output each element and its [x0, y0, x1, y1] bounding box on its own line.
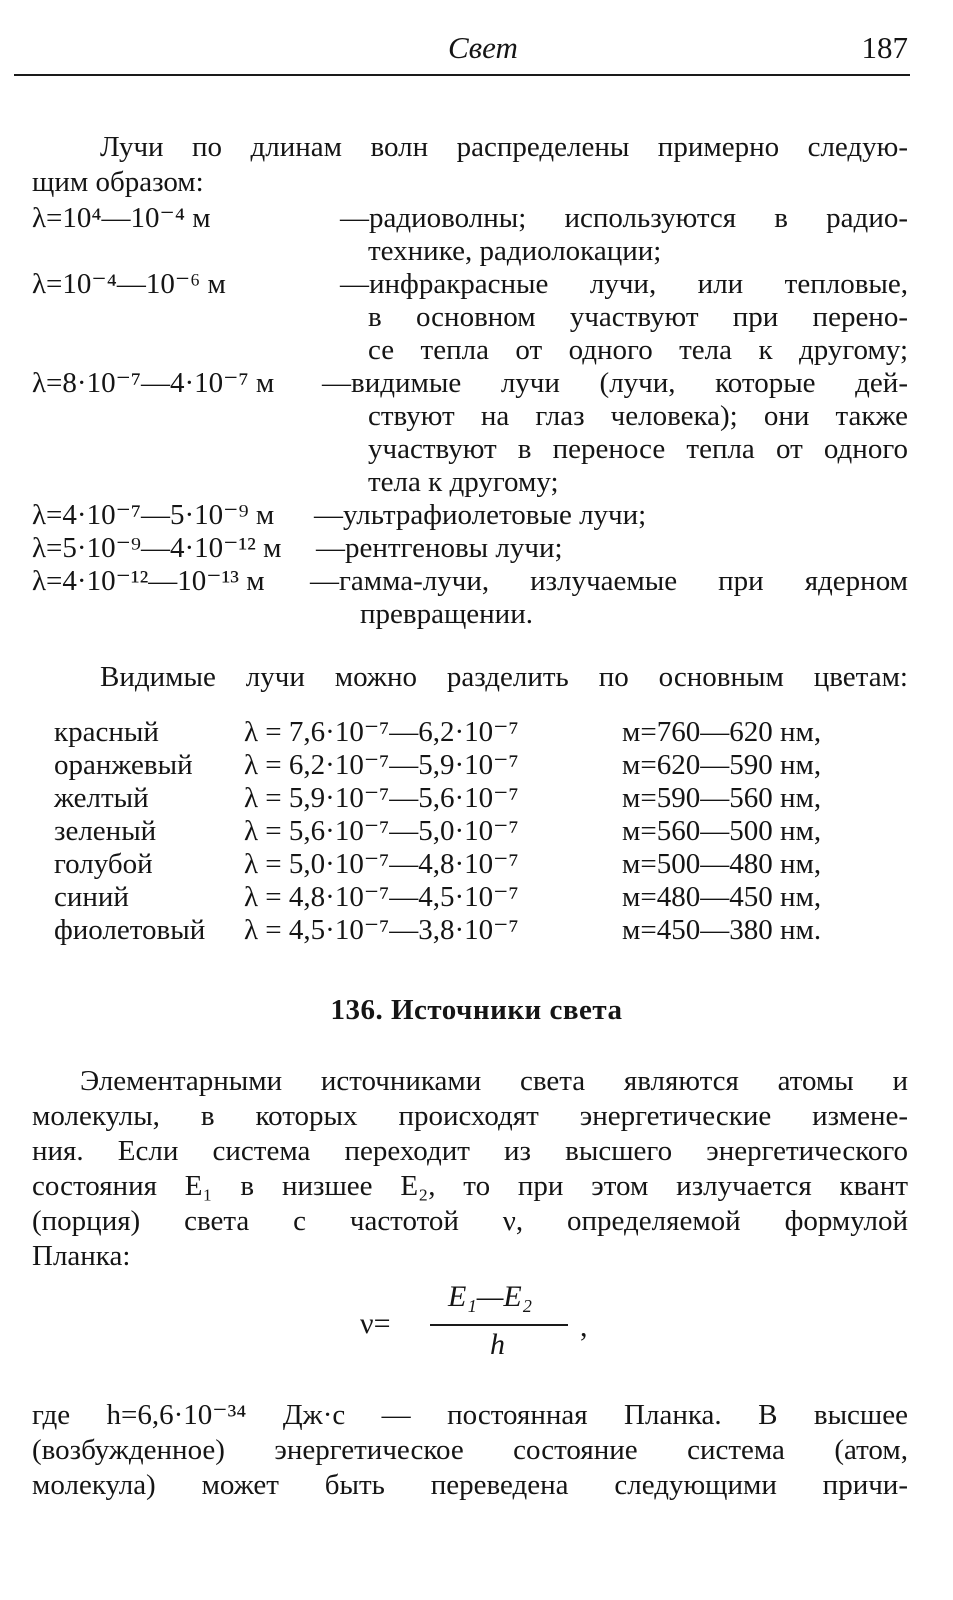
color-name: зеленый [54, 815, 157, 847]
table-row [54, 881, 894, 914]
color-nm: м=480—450 нм, [622, 881, 822, 913]
range-description [316, 532, 908, 565]
planck-formula [360, 1280, 620, 1376]
color-lambda: λ = 5,0·10⁻⁷—4,8·10⁻⁷ [244, 848, 519, 880]
table-row [54, 782, 894, 815]
range-desc-text: радиоволны; используются в радио- [369, 202, 908, 234]
range-lambda: λ=10⁴—10⁻⁴ м [32, 202, 211, 234]
range-dash: — [340, 268, 369, 300]
range-desc-cont: тела к другому; [368, 466, 559, 498]
range-desc-cont: в основном участвуют при перено- [368, 301, 908, 333]
range-description [314, 499, 908, 532]
table-row [54, 749, 894, 782]
range-desc-cont: ствуют на глаз человека); они также [368, 400, 908, 432]
range-desc-cont: превращении. [360, 598, 533, 630]
range-desc-text: ультрафиолетовые лучи; [343, 499, 647, 531]
body-line: (возбужденное) энергетическое состояние система (атом, [32, 1434, 908, 1466]
fraction-bar [430, 1324, 568, 1326]
range-description [340, 268, 908, 301]
range-desc-text: рентгеновы лучи; [345, 532, 563, 564]
table-row [54, 716, 894, 749]
body-line: Элементарными источниками света являются атомы и [80, 1065, 908, 1097]
color-lambda: λ = 4,5·10⁻⁷—3,8·10⁻⁷ [244, 914, 519, 946]
range-desc-cont: се тепла от одного тела к другому; [368, 334, 908, 366]
intro-line-cont: щим образом: [32, 166, 204, 198]
range-description [340, 202, 908, 235]
range-lambda: λ=4·10⁻⁷—5·10⁻⁹ м [32, 499, 275, 531]
table-row [54, 848, 894, 881]
range-lambda: λ=5·10⁻⁹—4·10⁻¹² м [32, 532, 282, 564]
color-lambda: λ = 6,2·10⁻⁷—5,9·10⁻⁷ [244, 749, 519, 781]
colors-intro: Видимые лучи можно разделить по основным цветам: [100, 661, 908, 693]
color-name: оранжевый [54, 749, 193, 781]
body-line: где h=6,6·10⁻³⁴ Дж·с — постоянная Планка. В высшее [32, 1399, 908, 1431]
page-number: 187 [861, 30, 908, 65]
body-line: (порция) света с частотой ν, определяемой формулой [32, 1205, 908, 1237]
table-row [54, 815, 894, 848]
color-name: красный [54, 716, 159, 748]
color-nm: м=760—620 нм, [622, 716, 822, 748]
body-line: молекулы, в которых происходят энергетические измене- [32, 1100, 908, 1132]
range-dash: — [314, 499, 343, 531]
range-dash: — [340, 202, 369, 234]
range-desc-text: гамма-лучи, излучаемые при ядерном [339, 565, 908, 597]
color-nm: м=560—500 нм, [622, 815, 822, 847]
intro-line: Лучи по длинам волн распределены примерно следую- [100, 131, 908, 163]
body-line: состояния E₁ в низшее E₂, то при этом излучается квант [32, 1170, 908, 1202]
range-lambda: λ=4·10⁻¹²—10⁻¹³ м [32, 565, 265, 597]
color-lambda: λ = 4,8·10⁻⁷—4,5·10⁻⁷ [244, 881, 519, 913]
range-lambda: λ=10⁻⁴—10⁻⁶ м [32, 268, 226, 300]
table-row [54, 914, 894, 947]
color-name: голубой [54, 848, 153, 880]
body-line: молекула) может быть переведена следующими причи- [32, 1469, 908, 1501]
formula-lhs: ν= [360, 1307, 391, 1340]
range-description [310, 565, 908, 598]
color-name: желтый [54, 782, 149, 814]
range-desc-text: инфракрасные лучи, или тепловые, [369, 268, 908, 300]
formula-trail: , [580, 1310, 588, 1343]
body-line: ния. Если система переходит из высшего энергетического [32, 1135, 908, 1167]
formula-numerator: E₁—E₂ [448, 1280, 533, 1313]
color-lambda: λ = 7,6·10⁻⁷—6,2·10⁻⁷ [244, 716, 519, 748]
range-lambda: λ=8·10⁻⁷—4·10⁻⁷ м [32, 367, 275, 399]
range-description [322, 367, 908, 400]
body-line: Планка: [32, 1240, 131, 1272]
range-desc-cont: участвуют в переносе тепла от одного [368, 433, 908, 465]
color-nm: м=450—380 нм. [622, 914, 822, 946]
range-dash: — [316, 532, 345, 564]
range-dash: — [322, 367, 351, 399]
color-name: фиолетовый [54, 914, 206, 946]
color-lambda: λ = 5,6·10⁻⁷—5,0·10⁻⁷ [244, 815, 519, 847]
running-header [14, 26, 910, 76]
color-table [54, 716, 894, 947]
range-desc-cont: технике, радиолокации; [368, 235, 662, 267]
color-name: синий [54, 881, 129, 913]
color-nm: м=500—480 нм, [622, 848, 822, 880]
color-nm: м=620—590 нм, [622, 749, 822, 781]
section-heading: 136. Источники света [330, 994, 623, 1026]
color-lambda: λ = 5,9·10⁻⁷—5,6·10⁻⁷ [244, 782, 519, 814]
range-dash: — [310, 565, 339, 597]
formula-denominator: h [490, 1328, 505, 1361]
range-desc-text: видимые лучи (лучи, которые дей- [351, 367, 908, 399]
running-title: Свет [448, 30, 518, 65]
color-nm: м=590—560 нм, [622, 782, 822, 814]
